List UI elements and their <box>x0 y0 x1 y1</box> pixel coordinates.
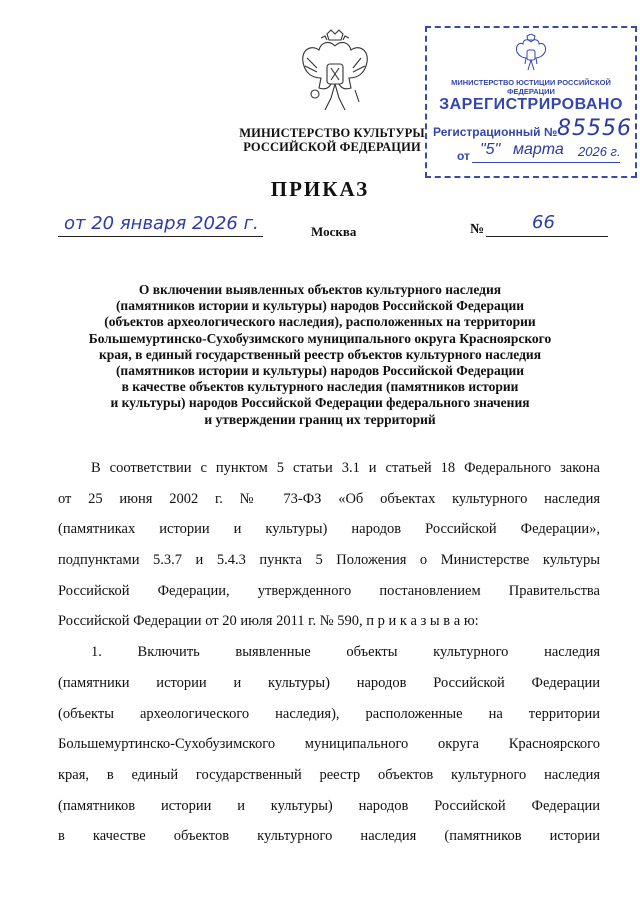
heading-line: (памятников истории и культуры) народов Российской Федерации <box>115 298 525 314</box>
stamp-date-prefix: от <box>457 149 470 163</box>
body-line: (памятниках истории и культуры) народов Российской Федерации», <box>58 521 600 538</box>
body-line: (объекты археологического наследия), расположенные на территории <box>58 705 600 722</box>
heading-line: О включении выявленных объектов культурного наследия <box>138 282 502 297</box>
stamp-reg-number: 85556 <box>557 116 632 141</box>
body-line: края, в единый государственный реестр объектов культурного наследия <box>58 766 600 783</box>
stamp-registered: ЗАРЕГИСТРИРОВАНО <box>439 96 623 113</box>
ministry-name-line2: РОССИЙСКОЙ ФЕДЕРАЦИИ <box>243 140 421 154</box>
order-date: от 20 января 2026 г. <box>64 213 259 234</box>
body-line: Российской Федерации, утвержденного постановлением Правительства <box>58 582 600 599</box>
stamp-date-month: марта <box>513 141 564 158</box>
ministry-name <box>222 126 442 154</box>
stamp-date-year: 2026 г. <box>578 144 621 159</box>
body-line: Российской Федерации от 20 июля 2011 г. № 590, п р и к а з ы в а ю: <box>58 613 479 630</box>
heading-line: в качестве объектов культурного наследия (памятников истории <box>121 379 519 395</box>
body-line: подпунктами 5.3.7 и 5.4.3 пункта 5 Положения о Министерстве культуры <box>58 552 600 569</box>
order-number: 66 <box>532 212 555 233</box>
stamp-ministry: МИНИСТЕРСТВО ЮСТИЦИИ РОССИЙСКОЙ ФЕДЕРАЦИИ <box>451 78 611 96</box>
body-line: В соответствии с пунктом 5 статьи 3.1 и статьей 18 Федерального закона <box>91 460 600 476</box>
stamp-date-day: "5" <box>480 141 501 158</box>
order-number-sign: № <box>470 222 485 237</box>
stamp-date-underline <box>472 162 620 163</box>
stamp-reg-number-label: Регистрационный № <box>433 125 558 139</box>
body-line: Большемуртинско-Сухобузимского муниципального округа Красноярского <box>58 736 600 753</box>
order-city: Москва <box>311 224 357 239</box>
heading-line: края, в единый государственный реестр объектов культурного наследия <box>99 346 541 362</box>
body-line: (памятников истории и культуры) народов Российской Федерации <box>58 797 600 814</box>
body-line: 1. Включить выявленные объекты культурного наследия <box>91 644 600 661</box>
order-title: ПРИКАЗ <box>270 177 370 201</box>
body-line: от 25 июня 2002 г. № 73-ФЗ «Об объектах культурного наследия <box>58 490 600 507</box>
heading-line: и культуры) народов Российской Федерации федерального значения <box>110 395 530 411</box>
stamp-emblem-icon <box>513 34 549 76</box>
order-date-underline <box>58 236 263 237</box>
heading-line: (объектов археологического наследия), расположенных на территории <box>104 314 536 330</box>
registration-stamp <box>425 26 637 178</box>
heading-line: Большемуртинско-Сухобузимского муниципального округа Красноярского <box>88 330 552 346</box>
order-number-underline <box>486 236 608 237</box>
heading-line: и утверждении границ их территорий <box>204 411 436 427</box>
order-body <box>58 453 600 852</box>
order-heading <box>40 282 600 428</box>
heading-line: (памятников истории и культуры) народов Российской Федерации <box>115 363 525 379</box>
coat-of-arms-icon <box>295 28 375 120</box>
ministry-name-line1: МИНИСТЕРСТВО КУЛЬТУРЫ <box>239 126 425 140</box>
body-line: (памятники истории и культуры) народов Российской Федерации <box>58 674 600 691</box>
body-line: в качестве объектов культурного наследия (памятников истории <box>58 828 600 845</box>
